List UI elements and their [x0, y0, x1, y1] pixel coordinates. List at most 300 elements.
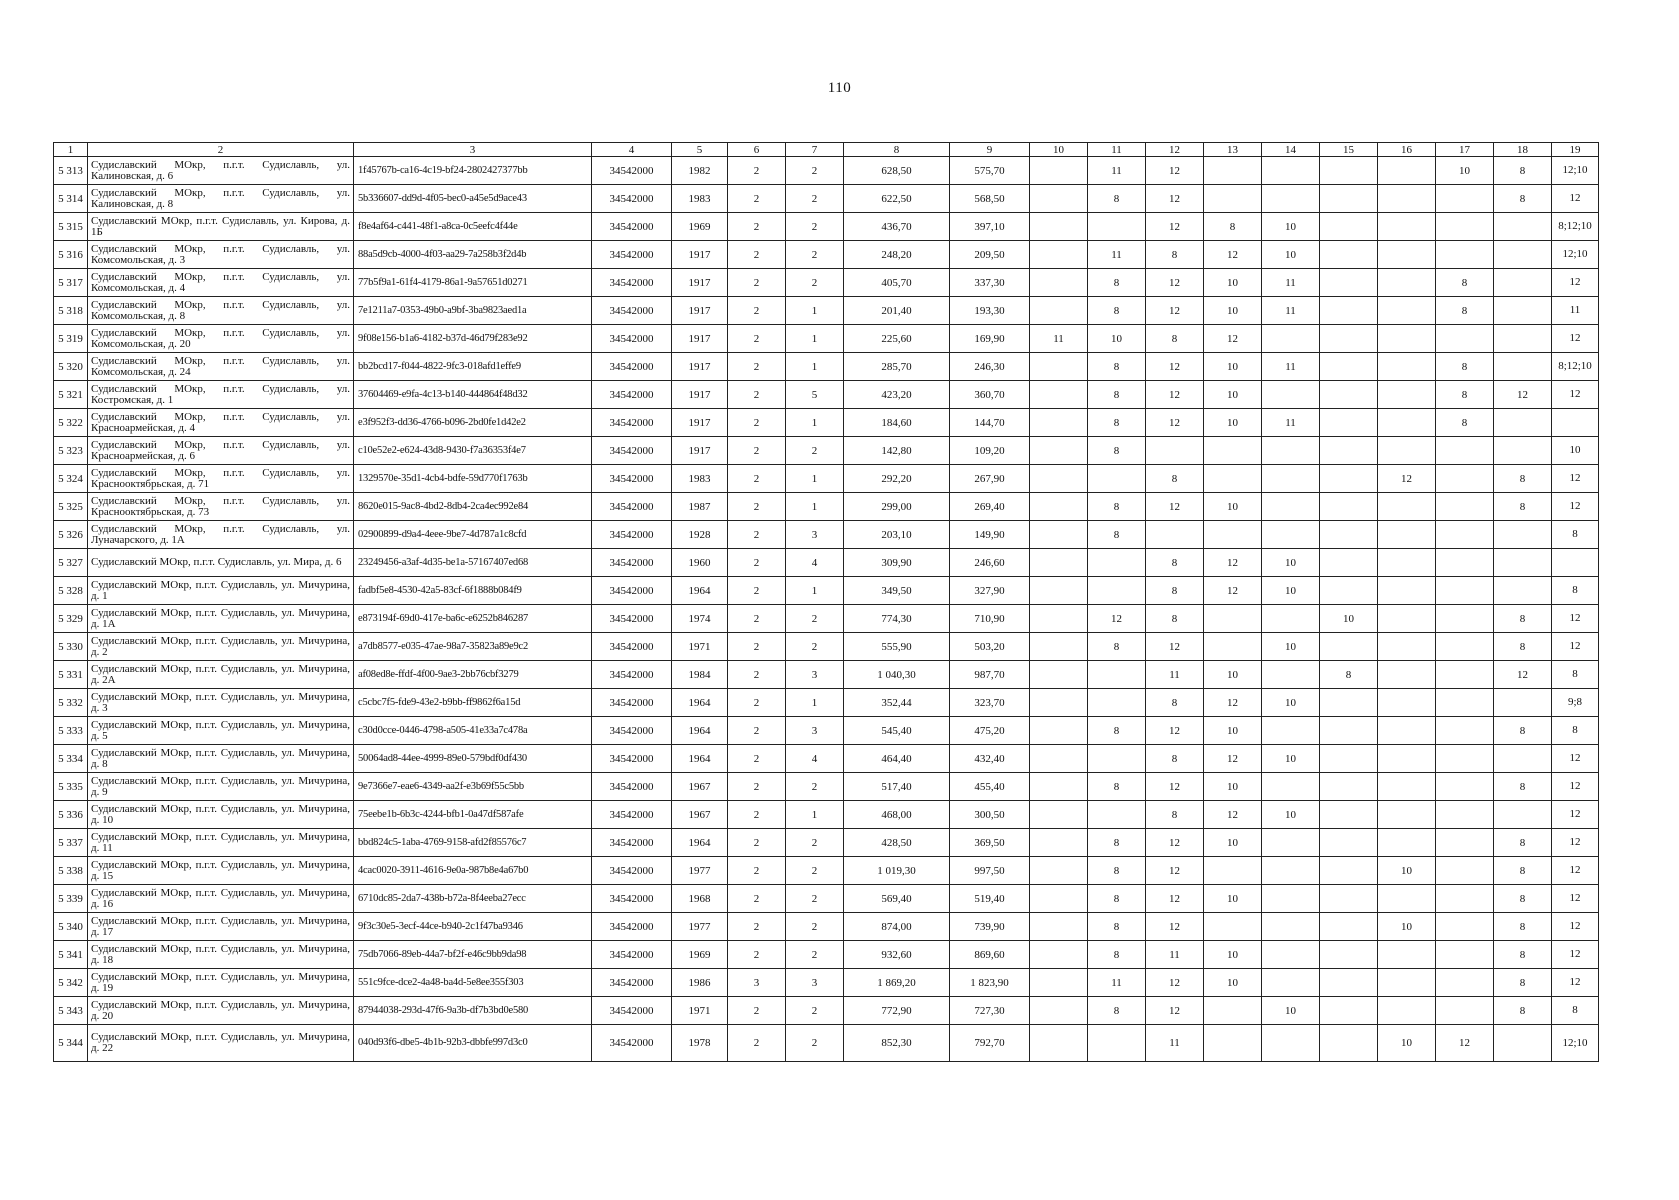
- cell-col-19: 8: [1552, 997, 1599, 1025]
- cell-col-6: 2: [728, 577, 786, 605]
- cell-col-16: [1378, 773, 1436, 801]
- cell-col-5: 1964: [672, 745, 728, 773]
- cell-col-14: 10: [1262, 689, 1320, 717]
- cell-col-1: 5 339: [54, 885, 88, 913]
- cell-col-19: [1552, 549, 1599, 577]
- cell-col-13: 12: [1204, 577, 1262, 605]
- cell-col-19: 12: [1552, 381, 1599, 409]
- cell-col-9: 323,70: [950, 689, 1030, 717]
- cell-col-18: 8: [1494, 157, 1552, 185]
- cell-col-16: [1378, 157, 1436, 185]
- cell-col-4: 34542000: [592, 633, 672, 661]
- cell-col-16: [1378, 605, 1436, 633]
- cell-col-8: 285,70: [844, 353, 950, 381]
- table-row: [54, 521, 1599, 549]
- cell-col-15: [1320, 745, 1378, 773]
- cell-col-7: 3: [786, 717, 844, 745]
- cell-col-3: 23249456-a3af-4d35-be1a-57167407ed68: [354, 549, 592, 577]
- cell-col-4: 34542000: [592, 213, 672, 241]
- cell-col-10: [1030, 493, 1088, 521]
- cell-col-18: [1494, 269, 1552, 297]
- cell-col-8: 405,70: [844, 269, 950, 297]
- cell-col-10: [1030, 661, 1088, 689]
- cell-col-4: 34542000: [592, 325, 672, 353]
- cell-col-5: 1964: [672, 577, 728, 605]
- cell-col-17: [1436, 689, 1494, 717]
- cell-col-9: 432,40: [950, 745, 1030, 773]
- cell-col-11: [1088, 549, 1146, 577]
- cell-col-13: 12: [1204, 325, 1262, 353]
- cell-col-14: [1262, 661, 1320, 689]
- cell-col-1: 5 315: [54, 213, 88, 241]
- cell-col-2: [88, 325, 354, 353]
- cell-col-6: 2: [728, 353, 786, 381]
- cell-col-1: 5 318: [54, 297, 88, 325]
- cell-col-6: 2: [728, 857, 786, 885]
- cell-col-17: [1436, 801, 1494, 829]
- cell-col-18: [1494, 577, 1552, 605]
- cell-col-14: 10: [1262, 577, 1320, 605]
- cell-col-14: 10: [1262, 801, 1320, 829]
- cell-col-8: 184,60: [844, 409, 950, 437]
- cell-col-17: [1436, 661, 1494, 689]
- cell-col-2: [88, 857, 354, 885]
- cell-col-7: 1: [786, 325, 844, 353]
- table-row: [54, 269, 1599, 297]
- cell-col-19: 12: [1552, 829, 1599, 857]
- cell-col-11: 8: [1088, 913, 1146, 941]
- cell-col-18: 8: [1494, 185, 1552, 213]
- table-row: [54, 633, 1599, 661]
- table-row: [54, 773, 1599, 801]
- cell-col-18: 12: [1494, 661, 1552, 689]
- cell-col-4: 34542000: [592, 969, 672, 997]
- column-header-6: 6: [728, 143, 786, 157]
- cell-col-13: 10: [1204, 969, 1262, 997]
- cell-col-10: [1030, 997, 1088, 1025]
- cell-col-7: 2: [786, 829, 844, 857]
- column-header-1: 1: [54, 143, 88, 157]
- cell-col-11: 8: [1088, 997, 1146, 1025]
- cell-col-15: [1320, 829, 1378, 857]
- cell-col-14: 10: [1262, 633, 1320, 661]
- column-header-18: 18: [1494, 143, 1552, 157]
- cell-col-18: [1494, 689, 1552, 717]
- cell-col-4: 34542000: [592, 773, 672, 801]
- cell-col-16: [1378, 745, 1436, 773]
- cell-col-19: 8: [1552, 717, 1599, 745]
- cell-col-10: [1030, 465, 1088, 493]
- cell-col-12: 12: [1146, 409, 1204, 437]
- housing-registry-table: [53, 142, 1599, 1062]
- cell-col-2: [88, 745, 354, 773]
- cell-col-15: [1320, 773, 1378, 801]
- cell-col-8: 142,80: [844, 437, 950, 465]
- cell-col-6: 2: [728, 213, 786, 241]
- cell-col-16: [1378, 885, 1436, 913]
- cell-col-8: 628,50: [844, 157, 950, 185]
- cell-col-15: [1320, 885, 1378, 913]
- cell-col-8: 423,20: [844, 381, 950, 409]
- cell-col-19: 12;10: [1552, 157, 1599, 185]
- cell-col-5: 1917: [672, 353, 728, 381]
- address-text: Судиславский МОкр, п.г.т. Судиславль, ул. Мичурина, д. 16: [91, 886, 350, 910]
- cell-col-12: 12: [1146, 969, 1204, 997]
- address-text: Судиславский МОкр, п.г.т. Судиславль, ул. Мичурина, д. 19: [91, 970, 350, 994]
- cell-col-19: 10: [1552, 437, 1599, 465]
- cell-col-2: [88, 801, 354, 829]
- cell-col-15: [1320, 633, 1378, 661]
- cell-col-16: [1378, 969, 1436, 997]
- cell-col-15: [1320, 717, 1378, 745]
- cell-col-7: 4: [786, 745, 844, 773]
- cell-col-6: 2: [728, 465, 786, 493]
- cell-col-18: 8: [1494, 717, 1552, 745]
- column-header-7: 7: [786, 143, 844, 157]
- cell-col-11: 8: [1088, 353, 1146, 381]
- cell-col-17: 8: [1436, 353, 1494, 381]
- cell-col-9: 987,70: [950, 661, 1030, 689]
- cell-col-10: [1030, 381, 1088, 409]
- cell-col-12: 12: [1146, 829, 1204, 857]
- cell-col-6: 2: [728, 297, 786, 325]
- cell-col-12: 12: [1146, 857, 1204, 885]
- cell-col-11: 8: [1088, 269, 1146, 297]
- cell-col-11: [1088, 213, 1146, 241]
- address-text: Судиславский МОкр, п.г.т. Судиславль, ул. Комсомольская, д. 4: [91, 270, 350, 294]
- cell-col-6: 2: [728, 605, 786, 633]
- cell-col-7: 1: [786, 297, 844, 325]
- cell-col-11: [1088, 801, 1146, 829]
- cell-col-18: [1494, 297, 1552, 325]
- table-row: [54, 605, 1599, 633]
- table-row: [54, 717, 1599, 745]
- cell-col-16: [1378, 689, 1436, 717]
- cell-col-5: 1964: [672, 829, 728, 857]
- cell-col-19: 12: [1552, 493, 1599, 521]
- cell-col-12: 12: [1146, 885, 1204, 913]
- cell-col-9: 169,90: [950, 325, 1030, 353]
- cell-col-3: f8e4af64-c441-48f1-a8ca-0c5eefc4f44e: [354, 213, 592, 241]
- cell-col-13: [1204, 465, 1262, 493]
- cell-col-10: [1030, 157, 1088, 185]
- cell-col-8: 1 040,30: [844, 661, 950, 689]
- table-row: [54, 213, 1599, 241]
- cell-col-6: 2: [728, 829, 786, 857]
- cell-col-5: 1983: [672, 465, 728, 493]
- cell-col-1: 5 321: [54, 381, 88, 409]
- cell-col-9: 397,10: [950, 213, 1030, 241]
- cell-col-3: c10e52e2-e624-43d8-9430-f7a36353f4e7: [354, 437, 592, 465]
- cell-col-11: 8: [1088, 885, 1146, 913]
- cell-col-18: [1494, 549, 1552, 577]
- cell-col-19: 12: [1552, 745, 1599, 773]
- cell-col-12: 8: [1146, 605, 1204, 633]
- address-text: Судиславский МОкр, п.г.т. Судиславль, ул. Мичурина, д. 9: [91, 774, 350, 798]
- cell-col-18: 8: [1494, 969, 1552, 997]
- cell-col-8: 1 019,30: [844, 857, 950, 885]
- cell-col-12: 12: [1146, 269, 1204, 297]
- cell-col-6: 2: [728, 409, 786, 437]
- cell-col-1: 5 337: [54, 829, 88, 857]
- cell-col-12: [1146, 521, 1204, 549]
- cell-col-14: [1262, 885, 1320, 913]
- cell-col-1: 5 344: [54, 1025, 88, 1062]
- cell-col-12: 12: [1146, 997, 1204, 1025]
- cell-col-1: 5 330: [54, 633, 88, 661]
- cell-col-5: 1969: [672, 941, 728, 969]
- cell-col-18: 8: [1494, 605, 1552, 633]
- cell-col-11: [1088, 577, 1146, 605]
- cell-col-5: 1968: [672, 885, 728, 913]
- cell-col-17: 8: [1436, 297, 1494, 325]
- address-text: Судиславский МОкр, п.г.т. Судиславль, ул. Мичурина, д. 17: [91, 914, 350, 938]
- cell-col-9: 193,30: [950, 297, 1030, 325]
- cell-col-6: 2: [728, 521, 786, 549]
- cell-col-10: [1030, 773, 1088, 801]
- cell-col-11: 8: [1088, 773, 1146, 801]
- cell-col-4: 34542000: [592, 801, 672, 829]
- cell-col-12: 12: [1146, 213, 1204, 241]
- table-row: [54, 801, 1599, 829]
- cell-col-5: 1971: [672, 997, 728, 1025]
- cell-col-3: bb2bcd17-f044-4822-9fc3-018afd1effe9: [354, 353, 592, 381]
- cell-col-3: 9e7366e7-eae6-4349-aa2f-e3b69f55c5bb: [354, 773, 592, 801]
- table-row: [54, 857, 1599, 885]
- cell-col-12: 12: [1146, 381, 1204, 409]
- cell-col-5: 1974: [672, 605, 728, 633]
- cell-col-12: 8: [1146, 801, 1204, 829]
- cell-col-13: [1204, 997, 1262, 1025]
- cell-col-10: [1030, 801, 1088, 829]
- cell-col-15: [1320, 437, 1378, 465]
- cell-col-10: [1030, 969, 1088, 997]
- address-text: Судиславский МОкр, п.г.т. Судиславль, ул. Комсомольская, д. 3: [91, 242, 350, 266]
- cell-col-1: 5 340: [54, 913, 88, 941]
- cell-col-6: 2: [728, 493, 786, 521]
- cell-col-11: 8: [1088, 633, 1146, 661]
- cell-col-18: [1494, 325, 1552, 353]
- cell-col-5: 1982: [672, 157, 728, 185]
- cell-col-13: 10: [1204, 661, 1262, 689]
- cell-col-11: 8: [1088, 185, 1146, 213]
- column-header-11: 11: [1088, 143, 1146, 157]
- cell-col-1: 5 335: [54, 773, 88, 801]
- cell-col-15: [1320, 241, 1378, 269]
- cell-col-2: [88, 437, 354, 465]
- cell-col-8: 464,40: [844, 745, 950, 773]
- cell-col-9: 209,50: [950, 241, 1030, 269]
- cell-col-4: 34542000: [592, 829, 672, 857]
- cell-col-1: 5 324: [54, 465, 88, 493]
- cell-col-13: [1204, 157, 1262, 185]
- cell-col-18: 8: [1494, 997, 1552, 1025]
- cell-col-8: 203,10: [844, 521, 950, 549]
- cell-col-2: [88, 157, 354, 185]
- address-text: Судиславский МОкр, п.г.т. Судиславль, ул. Комсомольская, д. 20: [91, 326, 350, 350]
- cell-col-1: 5 323: [54, 437, 88, 465]
- cell-col-5: 1971: [672, 633, 728, 661]
- column-header-9: 9: [950, 143, 1030, 157]
- cell-col-16: [1378, 213, 1436, 241]
- cell-col-17: [1436, 633, 1494, 661]
- cell-col-5: 1984: [672, 661, 728, 689]
- cell-col-6: 2: [728, 997, 786, 1025]
- cell-col-3: 9f3c30e5-3ecf-44ce-b940-2c1f47ba9346: [354, 913, 592, 941]
- cell-col-12: 11: [1146, 1025, 1204, 1062]
- cell-col-19: 9;8: [1552, 689, 1599, 717]
- cell-col-13: 12: [1204, 549, 1262, 577]
- cell-col-18: [1494, 241, 1552, 269]
- cell-col-10: [1030, 857, 1088, 885]
- cell-col-5: 1917: [672, 437, 728, 465]
- cell-col-16: 10: [1378, 913, 1436, 941]
- cell-col-17: 12: [1436, 1025, 1494, 1062]
- cell-col-17: [1436, 325, 1494, 353]
- cell-col-13: [1204, 633, 1262, 661]
- cell-col-9: 369,50: [950, 829, 1030, 857]
- cell-col-12: 11: [1146, 661, 1204, 689]
- cell-col-1: 5 343: [54, 997, 88, 1025]
- cell-col-18: [1494, 409, 1552, 437]
- cell-col-13: [1204, 605, 1262, 633]
- cell-col-1: 5 325: [54, 493, 88, 521]
- cell-col-16: [1378, 633, 1436, 661]
- cell-col-13: 12: [1204, 801, 1262, 829]
- cell-col-18: [1494, 745, 1552, 773]
- cell-col-14: 11: [1262, 269, 1320, 297]
- cell-col-13: [1204, 437, 1262, 465]
- cell-col-11: 8: [1088, 857, 1146, 885]
- address-text: Судиславский МОкр, п.г.т. Судиславль, ул. Красноармейская, д. 4: [91, 410, 350, 434]
- cell-col-18: 12: [1494, 381, 1552, 409]
- cell-col-5: 1960: [672, 549, 728, 577]
- cell-col-14: [1262, 521, 1320, 549]
- cell-col-3: 551c9fce-dce2-4a48-ba4d-5e8ee355f303: [354, 969, 592, 997]
- cell-col-6: 2: [728, 157, 786, 185]
- cell-col-9: 149,90: [950, 521, 1030, 549]
- cell-col-10: [1030, 577, 1088, 605]
- cell-col-12: 8: [1146, 325, 1204, 353]
- cell-col-11: 8: [1088, 521, 1146, 549]
- cell-col-15: 10: [1320, 605, 1378, 633]
- address-text: Судиславский МОкр, п.г.т. Судиславль, ул. Мичурина, д. 5: [91, 718, 350, 742]
- cell-col-6: 2: [728, 381, 786, 409]
- cell-col-13: 10: [1204, 409, 1262, 437]
- cell-col-15: [1320, 801, 1378, 829]
- cell-col-1: 5 316: [54, 241, 88, 269]
- cell-col-6: 2: [728, 549, 786, 577]
- cell-col-9: 1 823,90: [950, 969, 1030, 997]
- cell-col-10: [1030, 521, 1088, 549]
- cell-col-5: 1917: [672, 241, 728, 269]
- cell-col-6: 3: [728, 969, 786, 997]
- table-row: [54, 241, 1599, 269]
- cell-col-7: 1: [786, 353, 844, 381]
- cell-col-16: [1378, 661, 1436, 689]
- cell-col-8: 545,40: [844, 717, 950, 745]
- cell-col-13: [1204, 521, 1262, 549]
- cell-col-13: 10: [1204, 297, 1262, 325]
- cell-col-16: [1378, 941, 1436, 969]
- cell-col-6: 2: [728, 801, 786, 829]
- cell-col-9: 360,70: [950, 381, 1030, 409]
- cell-col-10: [1030, 353, 1088, 381]
- cell-col-7: 2: [786, 633, 844, 661]
- cell-col-2: [88, 297, 354, 325]
- cell-col-3: 1329570e-35d1-4cb4-bdfe-59d770f1763b: [354, 465, 592, 493]
- cell-col-1: 5 313: [54, 157, 88, 185]
- cell-col-7: 5: [786, 381, 844, 409]
- cell-col-4: 34542000: [592, 605, 672, 633]
- cell-col-8: 248,20: [844, 241, 950, 269]
- cell-col-4: 34542000: [592, 857, 672, 885]
- cell-col-10: [1030, 605, 1088, 633]
- cell-col-3: a7db8577-e035-47ae-98a7-35823a89e9c2: [354, 633, 592, 661]
- cell-col-4: 34542000: [592, 661, 672, 689]
- cell-col-13: 12: [1204, 745, 1262, 773]
- cell-col-2: [88, 409, 354, 437]
- cell-col-3: 8620e015-9ac8-4bd2-8db4-2ca4ec992e84: [354, 493, 592, 521]
- table-row: [54, 297, 1599, 325]
- column-header-12: 12: [1146, 143, 1204, 157]
- cell-col-3: 5b336607-dd9d-4f05-bec0-a45e5d9ace43: [354, 185, 592, 213]
- cell-col-17: [1436, 773, 1494, 801]
- cell-col-11: 12: [1088, 605, 1146, 633]
- cell-col-19: 12: [1552, 857, 1599, 885]
- cell-col-4: 34542000: [592, 521, 672, 549]
- cell-col-1: 5 332: [54, 689, 88, 717]
- cell-col-13: 10: [1204, 493, 1262, 521]
- cell-col-18: 8: [1494, 633, 1552, 661]
- cell-col-3: 040d93f6-dbe5-4b1b-92b3-dbbfe997d3c0: [354, 1025, 592, 1062]
- cell-col-15: [1320, 493, 1378, 521]
- cell-col-7: 1: [786, 409, 844, 437]
- cell-col-16: [1378, 997, 1436, 1025]
- address-text: Судиславский МОкр, п.г.т. Судиславль, ул. Мира, д. 6: [91, 556, 342, 568]
- cell-col-15: [1320, 185, 1378, 213]
- table-row: [54, 745, 1599, 773]
- cell-col-15: [1320, 521, 1378, 549]
- cell-col-8: 569,40: [844, 885, 950, 913]
- cell-col-2: [88, 381, 354, 409]
- table-row: [54, 381, 1599, 409]
- cell-col-9: 792,70: [950, 1025, 1030, 1062]
- cell-col-4: 34542000: [592, 885, 672, 913]
- cell-col-11: [1088, 661, 1146, 689]
- cell-col-1: 5 317: [54, 269, 88, 297]
- column-header-3: 3: [354, 143, 592, 157]
- cell-col-17: [1436, 521, 1494, 549]
- table-row: [54, 997, 1599, 1025]
- cell-col-11: 8: [1088, 829, 1146, 857]
- cell-col-16: [1378, 717, 1436, 745]
- cell-col-6: 2: [728, 661, 786, 689]
- cell-col-7: 2: [786, 185, 844, 213]
- cell-col-6: 2: [728, 185, 786, 213]
- cell-col-17: [1436, 997, 1494, 1025]
- cell-col-7: 4: [786, 549, 844, 577]
- cell-col-12: 8: [1146, 745, 1204, 773]
- cell-col-13: 10: [1204, 717, 1262, 745]
- cell-col-14: [1262, 717, 1320, 745]
- cell-col-10: [1030, 1025, 1088, 1062]
- cell-col-19: 12: [1552, 885, 1599, 913]
- cell-col-14: [1262, 773, 1320, 801]
- cell-col-15: [1320, 353, 1378, 381]
- cell-col-4: 34542000: [592, 157, 672, 185]
- cell-col-12: 12: [1146, 297, 1204, 325]
